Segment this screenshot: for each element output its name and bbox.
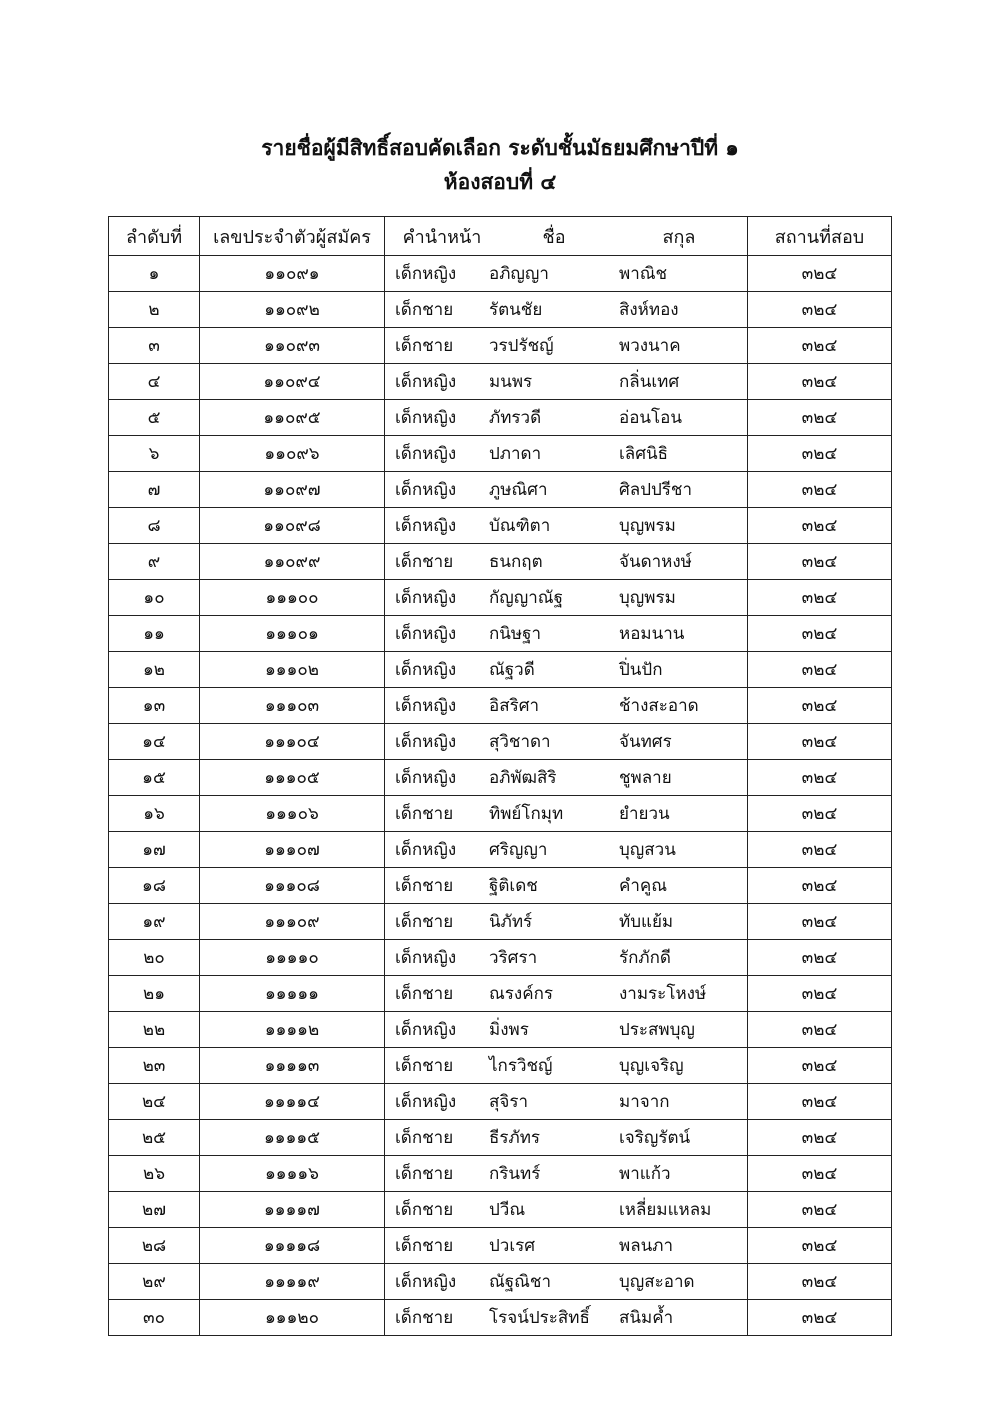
row-name-group bbox=[385, 472, 748, 508]
row-no: ๑๘ bbox=[109, 868, 200, 904]
row-applicant-id: ๑๑๑๐๒ bbox=[200, 652, 385, 688]
row-name-group bbox=[385, 688, 748, 724]
row-first-name: ณรงค์กร bbox=[489, 984, 553, 1004]
row-last-name: อ่อนโอน bbox=[619, 408, 683, 428]
row-exam-location: ๓๒๔ bbox=[748, 796, 892, 832]
row-applicant-id: ๑๑๑๐๐ bbox=[200, 580, 385, 616]
row-exam-location: ๓๒๔ bbox=[748, 472, 892, 508]
row-prefix: เด็กหญิง bbox=[395, 264, 457, 284]
row-name-group bbox=[385, 400, 748, 436]
row-exam-location: ๓๒๔ bbox=[748, 508, 892, 544]
row-applicant-id: ๑๑๑๐๑ bbox=[200, 616, 385, 652]
row-applicant-id: ๑๑๐๙๘ bbox=[200, 508, 385, 544]
row-last-name: สนิมค้ำ bbox=[619, 1308, 674, 1328]
row-applicant-id: ๑๑๑๑๙ bbox=[200, 1264, 385, 1300]
row-applicant-id: ๑๑๑๐๙ bbox=[200, 904, 385, 940]
row-prefix: เด็กหญิง bbox=[395, 516, 457, 536]
row-prefix: เด็กชาย bbox=[395, 876, 454, 896]
row-exam-location: ๓๒๔ bbox=[748, 256, 892, 292]
row-applicant-id: ๑๑๑๑๑ bbox=[200, 976, 385, 1012]
row-name-group bbox=[385, 904, 748, 940]
row-no: ๒๙ bbox=[109, 1264, 200, 1300]
row-name-group bbox=[385, 292, 748, 328]
row-last-name: งามระโหงษ์ bbox=[619, 984, 707, 1004]
row-applicant-id: ๑๑๑๐๗ bbox=[200, 832, 385, 868]
row-prefix: เด็กหญิง bbox=[395, 480, 457, 500]
row-first-name: นิภัทร์ bbox=[489, 912, 533, 932]
row-exam-location: ๓๒๔ bbox=[748, 760, 892, 796]
row-prefix: เด็กหญิง bbox=[395, 1092, 457, 1112]
row-last-name: พวงนาค bbox=[619, 336, 681, 356]
row-name-group bbox=[385, 1084, 748, 1120]
row-last-name: กลิ่นเทศ bbox=[619, 372, 680, 392]
row-exam-location: ๓๒๔ bbox=[748, 616, 892, 652]
row-exam-location: ๓๒๔ bbox=[748, 1012, 892, 1048]
row-prefix: เด็กหญิง bbox=[395, 948, 457, 968]
row-prefix: เด็กชาย bbox=[395, 1056, 454, 1076]
page-title: รายชื่อผู้มีสิทธิ์สอบคัดเลือก ระดับชั้นมัธยมศึกษาปีที่ ๑ bbox=[261, 136, 739, 160]
row-no: ๙ bbox=[109, 544, 200, 580]
row-no: ๕ bbox=[109, 400, 200, 436]
table-row bbox=[109, 364, 892, 400]
row-exam-location: ๓๒๔ bbox=[748, 1300, 892, 1336]
row-prefix: เด็กหญิง bbox=[395, 372, 457, 392]
row-name-group bbox=[385, 1228, 748, 1264]
table-row bbox=[109, 1120, 892, 1156]
row-name-group bbox=[385, 580, 748, 616]
row-applicant-id: ๑๑๐๙๓ bbox=[200, 328, 385, 364]
row-exam-location: ๓๒๔ bbox=[748, 1048, 892, 1084]
row-name-group bbox=[385, 868, 748, 904]
header-no: ลำดับที่ bbox=[109, 217, 200, 256]
row-exam-location: ๓๒๔ bbox=[748, 688, 892, 724]
row-name-group bbox=[385, 724, 748, 760]
page-subtitle-exam-room: ห้องสอบที่ ๔ bbox=[443, 170, 557, 194]
row-first-name: กนิษฐา bbox=[489, 624, 542, 644]
row-first-name: ปวเรศ bbox=[489, 1236, 536, 1256]
table-row bbox=[109, 1300, 892, 1336]
row-no: ๒ bbox=[109, 292, 200, 328]
row-first-name: ปภาดา bbox=[489, 444, 542, 464]
row-name-group bbox=[385, 1048, 748, 1084]
row-first-name: ภูษณิศา bbox=[489, 480, 548, 500]
row-applicant-id: ๑๑๐๙๒ bbox=[200, 292, 385, 328]
row-last-name: บุญพรม bbox=[619, 516, 676, 536]
table-row bbox=[109, 724, 892, 760]
row-last-name: หอมนาน bbox=[619, 624, 685, 644]
row-no: ๒๐ bbox=[109, 940, 200, 976]
row-last-name: บุญพรม bbox=[619, 588, 676, 608]
table-row bbox=[109, 472, 892, 508]
row-first-name: มนพร bbox=[489, 372, 533, 392]
row-no: ๘ bbox=[109, 508, 200, 544]
row-applicant-id: ๑๑๐๙๔ bbox=[200, 364, 385, 400]
row-exam-location: ๓๒๔ bbox=[748, 652, 892, 688]
row-no: ๒๑ bbox=[109, 976, 200, 1012]
row-prefix: เด็กหญิง bbox=[395, 408, 457, 428]
row-exam-location: ๓๒๔ bbox=[748, 868, 892, 904]
row-applicant-id: ๑๑๑๑๕ bbox=[200, 1120, 385, 1156]
row-no: ๑๓ bbox=[109, 688, 200, 724]
row-prefix: เด็กชาย bbox=[395, 300, 454, 320]
row-no: ๖ bbox=[109, 436, 200, 472]
row-last-name: ปิ่นปัก bbox=[619, 660, 663, 680]
row-last-name: ยำยวน bbox=[619, 804, 670, 824]
row-last-name: รักภักดี bbox=[619, 948, 671, 968]
table-row bbox=[109, 544, 892, 580]
row-applicant-id: ๑๑๑๑๔ bbox=[200, 1084, 385, 1120]
row-first-name: สุวิชาดา bbox=[489, 732, 551, 752]
row-no: ๑๕ bbox=[109, 760, 200, 796]
row-prefix: เด็กหญิง bbox=[395, 624, 457, 644]
row-name-group bbox=[385, 328, 748, 364]
row-prefix: เด็กหญิง bbox=[395, 840, 457, 860]
table-row bbox=[109, 616, 892, 652]
table-row bbox=[109, 1084, 892, 1120]
row-prefix: เด็กชาย bbox=[395, 912, 454, 932]
row-exam-location: ๓๒๔ bbox=[748, 1264, 892, 1300]
row-prefix: เด็กหญิง bbox=[395, 588, 457, 608]
row-no: ๑๔ bbox=[109, 724, 200, 760]
table-row bbox=[109, 400, 892, 436]
row-no: ๑ bbox=[109, 256, 200, 292]
row-exam-location: ๓๒๔ bbox=[748, 1156, 892, 1192]
row-last-name: บุญสวน bbox=[619, 840, 676, 860]
row-applicant-id: ๑๑๐๙๑ bbox=[200, 256, 385, 292]
row-no: ๒๘ bbox=[109, 1228, 200, 1264]
row-name-group bbox=[385, 364, 748, 400]
row-first-name: วริศรา bbox=[489, 948, 538, 968]
row-no: ๒๖ bbox=[109, 1156, 200, 1192]
row-exam-location: ๓๒๔ bbox=[748, 724, 892, 760]
row-first-name: ทิพย์โกมุท bbox=[489, 804, 564, 824]
row-applicant-id: ๑๑๑๐๓ bbox=[200, 688, 385, 724]
row-exam-location: ๓๒๔ bbox=[748, 292, 892, 328]
table-row bbox=[109, 328, 892, 364]
row-name-group bbox=[385, 1156, 748, 1192]
row-name-group bbox=[385, 796, 748, 832]
row-prefix: เด็กชาย bbox=[395, 1128, 454, 1148]
table-row bbox=[109, 1012, 892, 1048]
row-last-name: พลนภา bbox=[619, 1236, 673, 1256]
row-last-name: บุญเจริญ bbox=[619, 1056, 684, 1076]
table-row bbox=[109, 904, 892, 940]
row-first-name: ณัฐณิชา bbox=[489, 1272, 552, 1292]
row-prefix: เด็กชาย bbox=[395, 984, 454, 1004]
header-prefix: คำนำหน้า bbox=[402, 226, 482, 248]
row-first-name: มิ่งพร bbox=[489, 1020, 529, 1040]
table-row bbox=[109, 436, 892, 472]
table-row bbox=[109, 580, 892, 616]
row-first-name: อภิพัฒสิริ bbox=[489, 768, 557, 788]
row-last-name: ทับแย้ม bbox=[619, 912, 674, 932]
table-row bbox=[109, 652, 892, 688]
row-prefix: เด็กหญิง bbox=[395, 696, 457, 716]
header-exam-location: สถานที่สอบ bbox=[748, 217, 892, 256]
table-row bbox=[109, 1156, 892, 1192]
row-exam-location: ๓๒๔ bbox=[748, 580, 892, 616]
row-name-group bbox=[385, 1264, 748, 1300]
row-applicant-id: ๑๑๑๑๘ bbox=[200, 1228, 385, 1264]
row-exam-location: ๓๒๔ bbox=[748, 1228, 892, 1264]
row-prefix: เด็กหญิง bbox=[395, 732, 457, 752]
row-no: ๑๐ bbox=[109, 580, 200, 616]
row-prefix: เด็กหญิง bbox=[395, 660, 457, 680]
row-no: ๒๗ bbox=[109, 1192, 200, 1228]
row-name-group bbox=[385, 256, 748, 292]
row-first-name: สุจิรา bbox=[489, 1092, 529, 1112]
table-body bbox=[109, 256, 892, 1336]
row-last-name: ศิลปปรีชา bbox=[619, 480, 693, 500]
row-name-group bbox=[385, 544, 748, 580]
row-first-name: ศริญญา bbox=[489, 840, 548, 860]
table-row bbox=[109, 688, 892, 724]
table-row bbox=[109, 832, 892, 868]
row-last-name: มาจาก bbox=[619, 1092, 670, 1112]
row-last-name: เจริญรัตน์ bbox=[619, 1128, 691, 1148]
row-prefix: เด็กชาย bbox=[395, 1164, 454, 1184]
row-applicant-id: ๑๑๑๐๕ bbox=[200, 760, 385, 796]
row-first-name: อภิญญา bbox=[489, 264, 549, 284]
row-name-group bbox=[385, 940, 748, 976]
table-row bbox=[109, 1192, 892, 1228]
row-name-group bbox=[385, 760, 748, 796]
row-prefix: เด็กชาย bbox=[395, 552, 454, 572]
row-no: ๒๕ bbox=[109, 1120, 200, 1156]
row-applicant-id: ๑๑๑๒๐ bbox=[200, 1300, 385, 1336]
table-row bbox=[109, 1048, 892, 1084]
row-first-name: ภัทรวดี bbox=[489, 408, 542, 428]
table-row bbox=[109, 976, 892, 1012]
row-exam-location: ๓๒๔ bbox=[748, 328, 892, 364]
row-exam-location: ๓๒๔ bbox=[748, 904, 892, 940]
row-exam-location: ๓๒๔ bbox=[748, 436, 892, 472]
row-prefix: เด็กชาย bbox=[395, 1236, 454, 1256]
row-last-name: จันทศร bbox=[619, 732, 672, 752]
row-applicant-id: ๑๑๑๑๓ bbox=[200, 1048, 385, 1084]
row-last-name: คำคูณ bbox=[619, 876, 668, 896]
header-last-name: สกุล bbox=[662, 226, 696, 248]
row-no: ๑๒ bbox=[109, 652, 200, 688]
row-prefix: เด็กหญิง bbox=[395, 444, 457, 464]
row-exam-location: ๓๒๔ bbox=[748, 832, 892, 868]
row-no: ๑๑ bbox=[109, 616, 200, 652]
header-name-group bbox=[385, 217, 748, 256]
row-first-name: กรินทร์ bbox=[489, 1164, 541, 1184]
row-applicant-id: ๑๑๐๙๕ bbox=[200, 400, 385, 436]
row-last-name: ช้างสะอาด bbox=[619, 696, 699, 716]
row-first-name: บัณฑิตา bbox=[489, 516, 551, 536]
row-prefix: เด็กชาย bbox=[395, 1200, 454, 1220]
row-first-name: ปวีณ bbox=[489, 1200, 526, 1220]
row-prefix: เด็กชาย bbox=[395, 1308, 454, 1328]
row-last-name: ชูพลาย bbox=[619, 768, 672, 788]
table-row bbox=[109, 256, 892, 292]
row-no: ๔ bbox=[109, 364, 200, 400]
row-applicant-id: ๑๑๐๙๗ bbox=[200, 472, 385, 508]
row-name-group bbox=[385, 652, 748, 688]
row-no: ๑๖ bbox=[109, 796, 200, 832]
header-first-name: ชื่อ bbox=[542, 226, 566, 248]
row-name-group bbox=[385, 976, 748, 1012]
row-no: ๑๙ bbox=[109, 904, 200, 940]
row-no: ๒๒ bbox=[109, 1012, 200, 1048]
row-no: ๗ bbox=[109, 472, 200, 508]
row-prefix: เด็กหญิง bbox=[395, 1272, 457, 1292]
row-applicant-id: ๑๑๑๐๔ bbox=[200, 724, 385, 760]
row-name-group bbox=[385, 1120, 748, 1156]
row-prefix: เด็กหญิง bbox=[395, 1020, 457, 1040]
row-exam-location: ๓๒๔ bbox=[748, 1192, 892, 1228]
row-first-name: รัตนชัย bbox=[489, 300, 543, 320]
table-row bbox=[109, 508, 892, 544]
row-first-name: กัญญาณัฐ bbox=[489, 588, 563, 608]
row-first-name: ฐิติเดช bbox=[489, 876, 538, 896]
row-last-name: ประสพบุญ bbox=[619, 1020, 695, 1040]
row-last-name: พาณิช bbox=[619, 264, 668, 284]
row-no: ๑๗ bbox=[109, 832, 200, 868]
row-name-group bbox=[385, 436, 748, 472]
table-row bbox=[109, 796, 892, 832]
row-applicant-id: ๑๑๐๙๙ bbox=[200, 544, 385, 580]
row-applicant-id: ๑๑๑๑๐ bbox=[200, 940, 385, 976]
row-name-group bbox=[385, 1300, 748, 1336]
row-prefix: เด็กหญิง bbox=[395, 768, 457, 788]
row-exam-location: ๓๒๔ bbox=[748, 940, 892, 976]
row-first-name: ธีรภัทร bbox=[489, 1128, 541, 1148]
candidate-table bbox=[108, 216, 892, 1336]
table-header-row bbox=[109, 217, 892, 256]
row-no: ๓๐ bbox=[109, 1300, 200, 1336]
row-first-name: โรจน์ประสิทธิ์ bbox=[489, 1308, 590, 1328]
row-name-group bbox=[385, 832, 748, 868]
row-last-name: พาแก้ว bbox=[619, 1164, 671, 1184]
row-prefix: เด็กชาย bbox=[395, 336, 454, 356]
table-row bbox=[109, 1264, 892, 1300]
table-row bbox=[109, 760, 892, 796]
row-exam-location: ๓๒๔ bbox=[748, 1120, 892, 1156]
row-applicant-id: ๑๑๑๑๒ bbox=[200, 1012, 385, 1048]
row-first-name: ไกรวิชญ์ bbox=[489, 1056, 553, 1076]
row-name-group bbox=[385, 1012, 748, 1048]
row-applicant-id: ๑๑๑๑๖ bbox=[200, 1156, 385, 1192]
row-exam-location: ๓๒๔ bbox=[748, 976, 892, 1012]
row-first-name: อิสริศา bbox=[489, 696, 540, 716]
row-name-group bbox=[385, 1192, 748, 1228]
row-applicant-id: ๑๑๑๐๘ bbox=[200, 868, 385, 904]
row-exam-location: ๓๒๔ bbox=[748, 544, 892, 580]
row-name-group bbox=[385, 616, 748, 652]
row-last-name: สิงห์ทอง bbox=[619, 300, 679, 320]
row-prefix: เด็กชาย bbox=[395, 804, 454, 824]
row-last-name: เหลี่ยมแหลม bbox=[619, 1200, 712, 1220]
row-applicant-id: ๑๑๑๑๗ bbox=[200, 1192, 385, 1228]
row-last-name: บุญสะอาด bbox=[619, 1272, 695, 1292]
row-no: ๓ bbox=[109, 328, 200, 364]
row-first-name: ณัฐวดี bbox=[489, 660, 535, 680]
table-row bbox=[109, 868, 892, 904]
table-row bbox=[109, 940, 892, 976]
row-last-name: จันดาหงษ์ bbox=[619, 552, 692, 572]
row-no: ๒๔ bbox=[109, 1084, 200, 1120]
row-name-group bbox=[385, 508, 748, 544]
row-applicant-id: ๑๑๐๙๖ bbox=[200, 436, 385, 472]
row-first-name: วรปรัชญ์ bbox=[489, 336, 554, 356]
row-last-name: เลิศนิธิ bbox=[619, 444, 669, 464]
row-applicant-id: ๑๑๑๐๖ bbox=[200, 796, 385, 832]
table-row bbox=[109, 292, 892, 328]
row-exam-location: ๓๒๔ bbox=[748, 1084, 892, 1120]
header-applicant-id: เลขประจำตัวผู้สมัคร bbox=[200, 217, 385, 256]
row-first-name: ธนกฤต bbox=[489, 552, 543, 572]
table-row bbox=[109, 1228, 892, 1264]
row-no: ๒๓ bbox=[109, 1048, 200, 1084]
row-exam-location: ๓๒๔ bbox=[748, 364, 892, 400]
row-exam-location: ๓๒๔ bbox=[748, 400, 892, 436]
